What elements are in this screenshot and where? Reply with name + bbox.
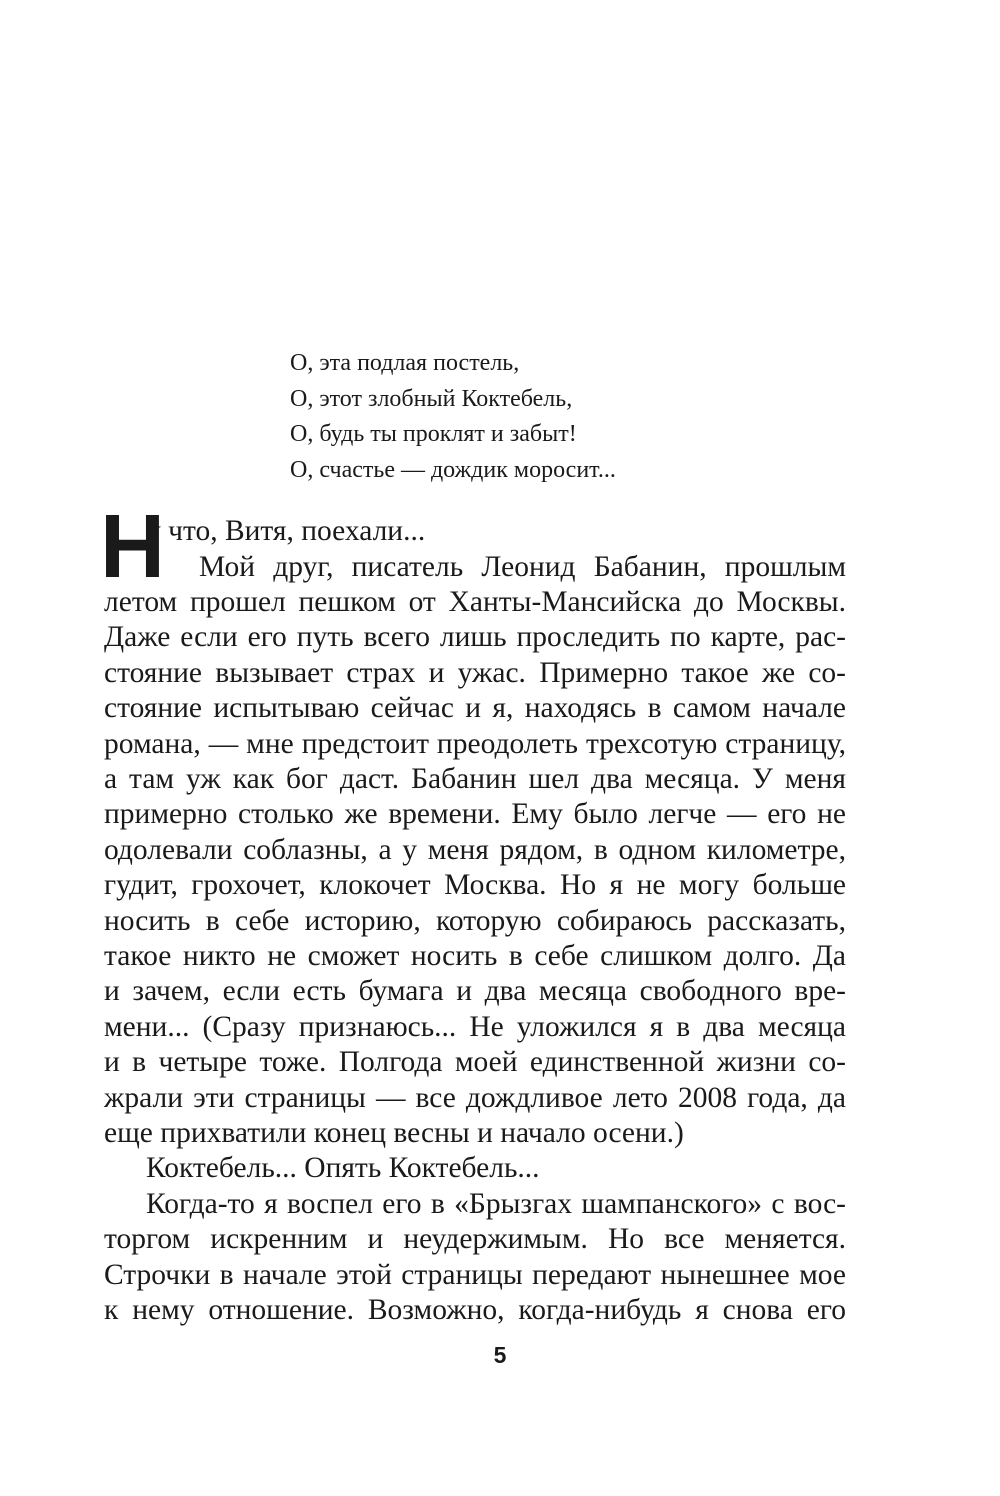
text-line: а там уж как бог даст. Бабанин шел два месяца. У меня: [104, 763, 846, 795]
text-line: такое никто не сможет носить в себе слишком долго. Да: [104, 940, 846, 972]
epigraph: [290, 346, 890, 488]
epigraph-line: О, этот злобный Коктебель,: [290, 385, 573, 412]
text-line: и в четыре тоже. Полгода моей единственной жизни со-: [104, 1046, 846, 1079]
text-line: стояние испытываю сейчас и я, находясь в самом начале: [104, 692, 846, 725]
text-line: Мой друг, писатель Леонид Бабанин, прошлым: [199, 550, 846, 583]
page-number: 5: [493, 1342, 507, 1368]
text-line: одолевали соблазны, а у меня рядом, в одном километре,: [104, 833, 846, 866]
text-line: стояние вызывает страх и ужас. Примерно такое же со-: [104, 656, 846, 689]
text-line: романа, — мне предстоит преодолеть трехсотую страницу,: [104, 727, 846, 760]
text-line: еще прихватили конец весны и начало осени.): [104, 1117, 684, 1149]
text-line: и зачем, если есть бумага и два месяца свободного вре-: [104, 975, 846, 1008]
drop-cap: Н: [100, 497, 165, 597]
text-line: примерно столько же времени. Ему было легче — его не: [104, 798, 846, 831]
epigraph-line: О, счастье — дождик моросит...: [290, 456, 616, 483]
text-line: Даже если его путь всего лишь проследить по карте, рас-: [104, 621, 846, 654]
epigraph-line: О, эта подлая постель,: [290, 350, 520, 376]
text-line: летом прошел пешком от Ханты-Мансийска до Москвы.: [104, 586, 846, 618]
text-line: мени... (Сразу признаюсь... Не уложился я в два месяца: [104, 1010, 846, 1043]
text-line: торгом искренним и неудержимым. Но все меняется.: [104, 1223, 846, 1256]
text-line: жрали эти страницы — все дождливое лето 2008 года, да: [104, 1081, 846, 1114]
text-line: к нему отношение. Возможно, когда-нибудь я снова его: [104, 1294, 846, 1326]
text-line: носить в себе историю, которую собираюсь рассказать,: [104, 904, 846, 937]
text-line: у что, Витя, поехали...: [146, 515, 426, 547]
text-line: Когда-то я воспел его в «Брызгах шампанского» с вос-: [146, 1187, 846, 1220]
text-line: Коктебель... Опять Коктебель...: [146, 1152, 540, 1185]
text-line: гудит, грохочет, клокочет Москва. Но я не могу больше: [104, 869, 846, 902]
text-line: Строчки в начале этой страницы передают нынешнее мое: [104, 1258, 846, 1291]
epigraph-line: О, будь ты проклят и забыт!: [290, 421, 577, 447]
